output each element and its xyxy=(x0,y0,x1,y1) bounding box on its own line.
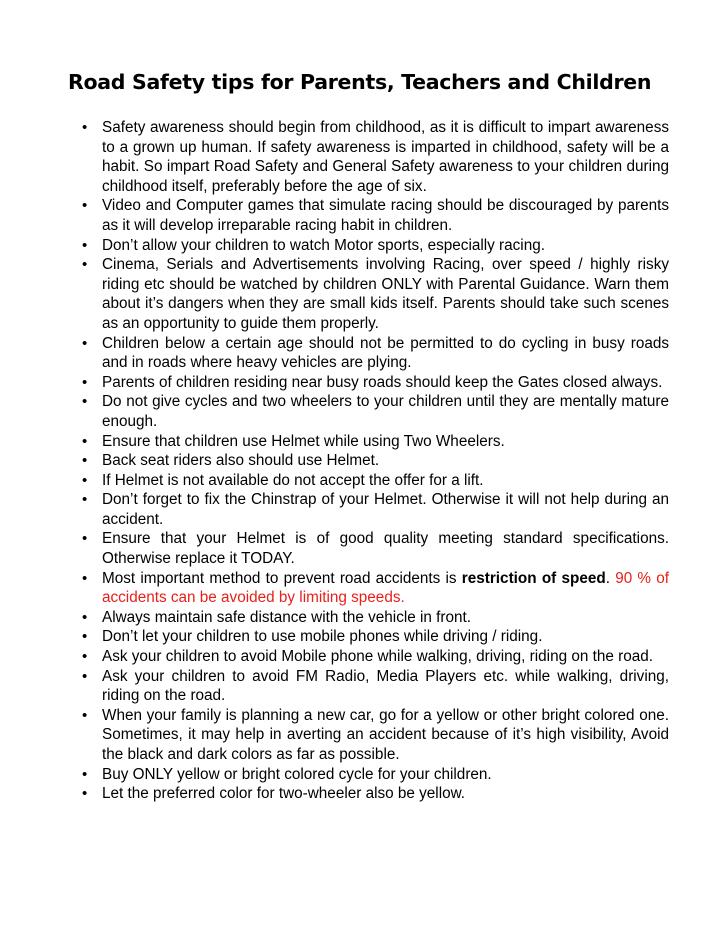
bullet-icon: • xyxy=(82,706,88,724)
bullet-icon: • xyxy=(82,648,88,666)
highlight-text: 90 % of accidents can be avoided by limiting speeds. xyxy=(102,569,670,607)
list-item xyxy=(82,647,669,667)
bullet-icon: • xyxy=(82,393,88,411)
list-item-text: Ensure that children use Helmet while using Two Wheelers. xyxy=(102,432,505,450)
bullet-icon: • xyxy=(82,256,88,274)
bullet-icon: • xyxy=(82,452,88,470)
list-item xyxy=(82,334,669,373)
bullet-icon: • xyxy=(82,119,88,136)
list-item-text: Ask your children to avoid FM Radio, Media Players etc. while walking, driving, riding on the road. xyxy=(102,667,669,705)
list-item xyxy=(82,529,669,568)
list-item-text: Ensure that your Helmet is of good quality meeting standard specifications. Otherwise replace it TODAY. xyxy=(102,530,669,568)
list-item xyxy=(82,784,669,804)
list-item-text: Buy ONLY yellow or bright colored cycle for your children. xyxy=(102,765,492,783)
list-item xyxy=(82,667,669,706)
list-item xyxy=(82,118,669,196)
bullet-icon: • xyxy=(82,471,88,489)
bullet-icon: • xyxy=(82,236,88,254)
bullet-icon: • xyxy=(82,373,88,391)
list-item xyxy=(82,627,669,647)
emphasis-text: restriction of speed xyxy=(461,569,606,587)
list-item-text: Don’t forget to fix the Chinstrap of your Helmet. Otherwise it will not help during an accident. xyxy=(102,491,669,528)
list-item-text: Do not give cycles and two wheelers to your children until they are mentally mature enough. xyxy=(102,393,669,430)
punctuation: . xyxy=(605,569,610,587)
bullet-icon: • xyxy=(82,432,88,450)
list-item xyxy=(82,196,669,235)
bullet-icon: • xyxy=(82,491,88,509)
bullet-icon: • xyxy=(82,608,88,626)
list-item-text: Safety awareness should begin from childhood, as it is difficult to impart awareness to a grown up human. If safety awareness is imparted in childhood, safety will be a habit. So impart Road Safety and General Safety awareness to your children during childhood itself, preferably before the age of six. xyxy=(102,119,669,195)
bullet-icon: • xyxy=(82,530,88,548)
list-item xyxy=(82,255,669,333)
page-title: Road Safety tips for Parents, Teachers and Children xyxy=(68,70,652,94)
list-item-text: Don’t allow your children to watch Motor sports, especially racing. xyxy=(102,236,545,254)
list-item xyxy=(82,236,669,256)
list-item-text: Don’t let your children to use mobile phones while driving / riding. xyxy=(102,628,543,646)
list-item-text: Children below a certain age should not be permitted to do cycling in busy roads and in roads where heavy vehicles are plying. xyxy=(102,334,669,372)
list-item-text: Ask your children to avoid Mobile phone while walking, driving, riding on the road. xyxy=(102,648,653,666)
list-item xyxy=(82,765,669,785)
list-item-text: Cinema, Serials and Advertisements involving Racing, over speed / highly risky riding etc should be watched by children ONLY with Parental Guidance. Warn them about it’s dangers when they are small kids itself. Parents should take such scenes as an opportunity to guide them properly. xyxy=(102,256,669,332)
list-item xyxy=(82,451,669,471)
list-item xyxy=(82,706,669,765)
list-item-text: Most important method to prevent road accidents is xyxy=(102,569,462,587)
bullet-icon: • xyxy=(82,197,88,215)
list-item xyxy=(82,608,669,628)
safety-tips-list xyxy=(82,118,669,804)
list-item-text: If Helmet is not available do not accept the offer for a lift. xyxy=(102,471,484,489)
list-item-speed xyxy=(82,569,669,608)
list-item xyxy=(82,432,669,452)
bullet-icon: • xyxy=(82,334,88,352)
list-item xyxy=(82,373,669,393)
bullet-icon: • xyxy=(82,667,88,685)
list-item xyxy=(82,471,669,491)
bullet-icon: • xyxy=(82,628,88,646)
bullet-icon: • xyxy=(82,569,88,587)
list-item-text: Back seat riders also should use Helmet. xyxy=(102,452,380,470)
list-item-text: Parents of children residing near busy roads should keep the Gates closed always. xyxy=(102,373,663,391)
list-item xyxy=(82,392,669,431)
bullet-icon: • xyxy=(82,765,88,783)
list-item-text: Video and Computer games that simulate racing should be discouraged by parents as it will develop irreparable racing habit in children. xyxy=(102,197,669,234)
list-item-text: When your family is planning a new car, go for a yellow or other bright colored one. Sometimes, it may help in averting an accident because of it’s high visibility, Avoid the black and dark colors as far as possible. xyxy=(102,706,669,763)
list-item xyxy=(82,490,669,529)
bullet-icon: • xyxy=(82,785,88,803)
list-item-text: Let the preferred color for two-wheeler also be yellow. xyxy=(102,785,466,803)
list-item-text: Always maintain safe distance with the vehicle in front. xyxy=(102,608,472,626)
